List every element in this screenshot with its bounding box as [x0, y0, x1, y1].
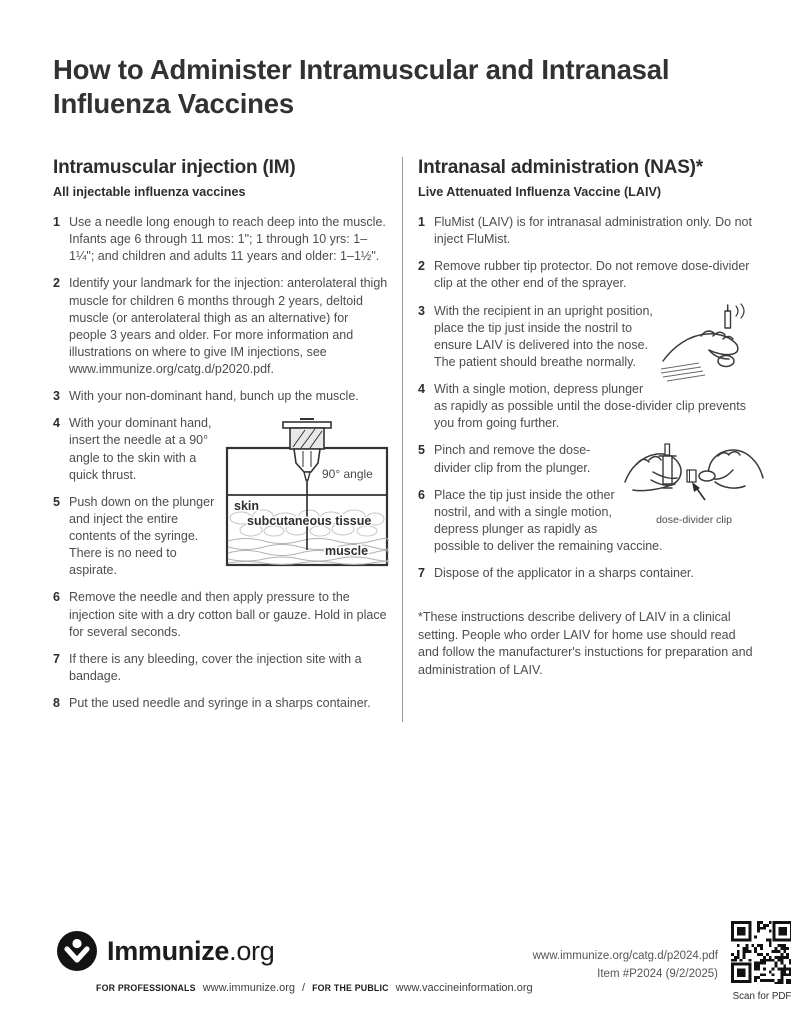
footer-reference	[533, 920, 791, 1002]
nasal-spray-hand-illustration	[659, 303, 765, 383]
nas-step-1	[418, 214, 765, 248]
nas-section-heading: Intranasal administration (NAS)*	[418, 157, 703, 178]
brand-name-bold: Immunize	[107, 935, 230, 966]
dose-divider-clip-drawing	[623, 442, 765, 508]
step-number: 2	[53, 276, 60, 291]
brand-row	[56, 930, 533, 972]
step-text: FluMist (LAIV) is for intranasal administration only. Do not inject FluMist.	[434, 215, 752, 247]
step-number: 7	[53, 651, 60, 666]
step-text: Remove rubber tip protector. Do not remove dose-divider clip at the other end of the sprayer.	[434, 259, 750, 291]
nasal-spray-hand-drawing	[659, 303, 765, 383]
pdf-url-link[interactable]: www.immunize.org/catg.d/p2024.pdf	[532, 950, 719, 962]
nas-column	[403, 157, 765, 722]
step-number: 8	[53, 696, 60, 710]
diagram-label-muscle: muscle	[325, 544, 369, 559]
im-step-2	[53, 275, 389, 378]
step-text: Dispose of the applicator in a sharps container.	[434, 566, 694, 581]
step-text: Remove the needle and then apply pressure to the injection site with a dry cotton ball or gauze. Hold in place for several seconds.	[69, 590, 387, 639]
step-text: Use a needle long enough to reach deep into the muscle. Infants age 6 through 11 mos: 1"; 1 through 10 yrs: 1–1¼"; and children and adults 11 years and older: 1–1½".	[69, 215, 386, 264]
page-title: How to Administer Intramuscular and Intranasal Influenza Vaccines	[53, 54, 670, 120]
step-number: 1	[418, 215, 425, 229]
qr-code	[730, 920, 791, 984]
item-number: Item #P2024 (9/2/2025)	[597, 968, 719, 981]
step-number: 3	[418, 303, 425, 318]
public-label: FOR THE PUBLIC	[312, 983, 389, 993]
im-step-1	[53, 214, 389, 265]
professionals-url-link[interactable]: www.immunize.org	[202, 982, 295, 994]
im-step-8	[53, 695, 389, 712]
im-step-3	[53, 388, 389, 405]
brand-name-suffix: .org	[229, 935, 275, 966]
nas-step-4	[418, 381, 765, 432]
step-number: 6	[418, 487, 425, 502]
clip-caption: dose-divider clip	[656, 514, 732, 527]
im-section-heading: Intramuscular injection (IM)	[53, 157, 296, 178]
step-text: With your dominant hand, insert the needle at a 90° angle to the skin with a quick thrust.	[69, 416, 212, 482]
public-url-link[interactable]: www.vaccineinformation.org	[395, 982, 533, 994]
nas-steps-list	[418, 214, 765, 582]
nas-step-2	[418, 258, 765, 292]
brand-name	[107, 936, 274, 967]
injection-angle-diagram	[225, 417, 389, 570]
link-separator: /	[302, 982, 306, 994]
reference-text	[533, 947, 718, 984]
step-text: Pinch and remove the dose-divider clip from the plunger.	[434, 443, 591, 475]
step-number: 6	[53, 590, 60, 605]
diagram-label-subcutaneous: subcutaneous tissue	[247, 514, 372, 529]
step-number: 4	[53, 416, 60, 431]
two-column-layout	[53, 157, 765, 722]
qr-caption: Scan for PDF	[732, 991, 791, 1002]
step-number: 5	[418, 443, 425, 458]
footer	[56, 920, 791, 1002]
step-text: With a single motion, depress plunger as rapidly as possible until the dose-divider clip prevents you from going further.	[434, 382, 746, 431]
im-step-6	[53, 589, 389, 640]
step-text: With your non-dominant hand, bunch up the muscle.	[69, 389, 359, 404]
step-number: 7	[418, 566, 425, 581]
dose-divider-clip-illustration	[623, 442, 765, 527]
immunize-org-logo-icon	[56, 930, 98, 972]
im-section-subheading: All injectable influenza vaccines	[53, 185, 246, 199]
qr-block	[729, 920, 791, 1002]
diagram-label-angle: 90° angle	[322, 467, 373, 482]
step-number: 5	[53, 494, 60, 509]
im-step-7	[53, 651, 389, 685]
nas-section-subheading: Live Attenuated Influenza Vaccine (LAIV)	[418, 185, 662, 199]
nas-step-7	[418, 565, 765, 582]
step-text: With the recipient in an upright position, place the tip just inside the nostril to ensure LAIV is delivered into the nose. The patient should breathe normally.	[434, 303, 653, 369]
injection-diagram-illustration	[225, 417, 389, 570]
professionals-label: FOR PROFESSIONALS	[96, 983, 196, 993]
im-steps-list	[53, 214, 389, 712]
step-text: If there is any bleeding, cover the injection site with a bandage.	[69, 651, 362, 683]
step-text: Identify your landmark for the injection: anterolateral thigh muscle for children 6 months through 2 years, deltoid muscle (or anterolateral thigh as an alternative) for people 3 years and older. For more information and illustrations on where to give IM injections, see www.immunize.org/catg.d/p2020.pdf.	[69, 276, 388, 376]
step-text: Place the tip just inside the other nostril, and with a single motion, depress plunger as rapidly as possible to deliver the remaining vaccine.	[434, 487, 663, 553]
im-column	[53, 157, 403, 722]
step-text: Put the used needle and syringe in a sharps container.	[69, 696, 371, 710]
diagram-label-skin: skin	[234, 499, 260, 514]
laiv-footnote: *These instructions describe delivery of LAIV in a clinical setting. People who order LAIV for home use should read and follow the manufacturer's instuctions for preparation and administration of LAIV.	[418, 610, 753, 677]
step-number: 2	[418, 259, 425, 274]
step-number: 4	[418, 382, 425, 396]
step-number: 1	[53, 215, 60, 229]
step-text: Push down on the plunger and inject the entire contents of the syringe. There is no need to aspirate.	[69, 494, 215, 578]
step-number: 3	[53, 389, 60, 404]
footer-links	[96, 982, 533, 994]
brand-block	[56, 920, 533, 994]
